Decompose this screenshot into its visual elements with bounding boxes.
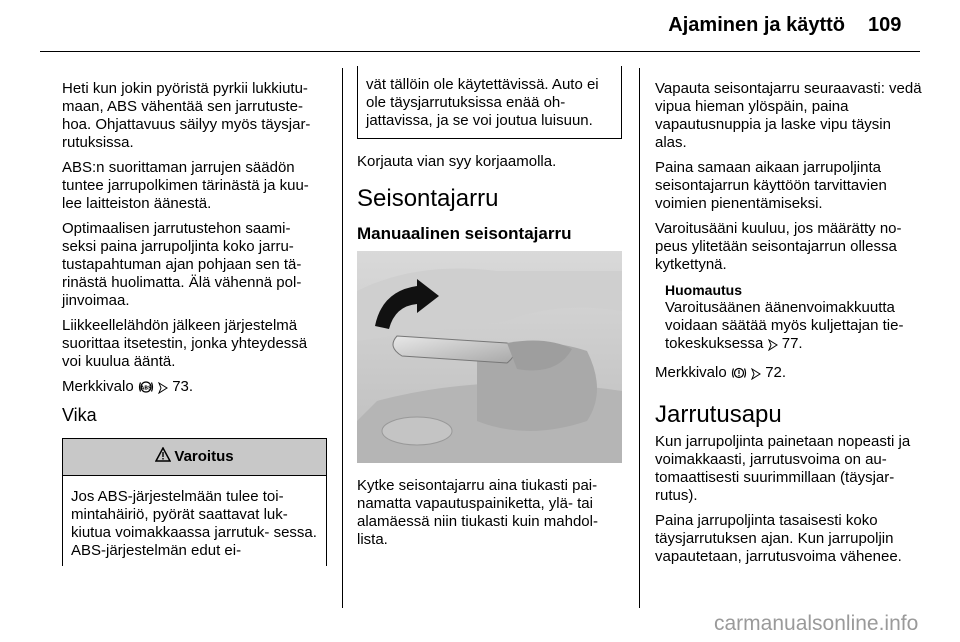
paragraph: Varoitusääni kuuluu, jos määrätty no- peus ylitetään seisontajarrun ollessa kytkettynä. — [655, 220, 902, 273]
paragraph-indicator-ref — [655, 364, 923, 385]
warning-text: Jos ABS-järjestelmään tulee toi- mintahäiriö, pyörät saattavat luk- kiutua voimakkaassa jarrutuk- sessa. ABS-järjestelmän edut ei- — [71, 488, 317, 559]
brake-warning-icon — [731, 366, 747, 385]
note-body: Varoitusäänen äänenvoimakkuutta voidaan säätää myös kuljettajan tie- tokeskuksessa — [665, 299, 904, 352]
note-block — [655, 281, 923, 356]
section-heading-seisontajarru: Seisontajarru — [357, 185, 499, 212]
page-reference: 72. — [765, 364, 787, 381]
warning-box — [62, 438, 327, 566]
header-divider — [40, 51, 920, 52]
arrow-ref-icon — [158, 380, 168, 398]
paragraph: ABS:n suorittaman jarrujen säädön tuntee jarrupolkimen tärinästä ja kuu- lee laitteiston äänestä. — [62, 159, 309, 212]
warning-title: Varoitus — [174, 448, 234, 465]
paragraph: Paina jarrupoljinta tasaisesti koko täysjarrutuksen ajan. Kun jarrupoljin vapautetaan, jarrutusvoima vähenee. — [655, 512, 902, 565]
column-divider-2 — [639, 68, 640, 608]
handbrake-illustration — [357, 251, 622, 463]
subheading-manual-parking-brake: Manuaalinen seisontajarru — [357, 224, 572, 243]
watermark: carmanualsonline.info — [714, 612, 919, 635]
paragraph: Optimaalisen jarrutustehon saami- seksi paina jarrupoljinta koko jarru- tustapahtuman ajan pohjaan sen tä- rinästä huolimatta. Älä vähennä pol- jinvoimaa. — [62, 220, 302, 309]
column-1 — [62, 80, 327, 566]
section-heading-vika: Vika — [62, 405, 97, 425]
column-divider-1 — [342, 68, 343, 608]
page-reference: 77. — [781, 335, 803, 352]
paragraph: Paina samaan aikaan jarrupoljinta seisontajarrun käyttöön tarvittavien voimien pienentämiseksi. — [655, 159, 887, 212]
arrow-ref-icon — [768, 338, 778, 356]
abs-warning-icon — [138, 380, 154, 399]
paragraph-indicator-ref — [62, 378, 327, 399]
section-heading-jarrutusapu: Jarrutusapu — [655, 401, 782, 428]
indicator-label: Merkkivalo — [62, 378, 134, 395]
paragraph: Vapauta seisontajarru seuraavasti: vedä vipua hieman ylöspäin, paina vapautusnuppia ja laske vipu täysin alas. — [655, 80, 922, 151]
page-number: 109 — [868, 14, 902, 36]
warning-box-continued: vät tällöin ole käytettävissä. Auto ei ole täysjarrutuksissa enää oh- jattavissa, ja se voi joutua luisuun. — [357, 66, 622, 139]
warning-header — [63, 438, 326, 476]
header-title: Ajaminen ja käyttö — [668, 14, 845, 36]
page-reference: 73. — [172, 378, 194, 395]
paragraph: Liikkeellelähdön jälkeen järjestelmä suorittaa itsetestin, jonka yhteydessä voi kuulua ääntä. — [62, 317, 308, 370]
warning-triangle-icon — [155, 447, 174, 467]
indicator-label: Merkkivalo — [655, 364, 727, 381]
paragraph: Kun jarrupoljinta painetaan nopeasti ja voimakkaasti, jarrutusvoima on au- tomaattisesti suurimmillaan (täysjar- rutus). — [655, 433, 911, 504]
column-2 — [357, 66, 622, 556]
note-title: Huomautus — [665, 282, 742, 298]
paragraph: Kytke seisontajarru aina tiukasti pai- namatta vapautuspainiketta, ylä- tai alamäessä niin tiukasti kuin mahdol- lista. — [357, 477, 598, 548]
note-text — [665, 299, 923, 356]
column-3 — [655, 80, 923, 573]
paragraph: Heti kun jokin pyöristä pyrkii lukkiutu- maan, ABS vähentää sen jarrutuste- hoa. Ohjattavuus säilyy myös täysjar- rutuksissa. — [62, 80, 311, 151]
paragraph: Korjauta vian syy korjaamolla. — [357, 153, 557, 170]
arrow-ref-icon — [751, 367, 761, 385]
svg-text:ABS: ABS — [140, 385, 152, 392]
